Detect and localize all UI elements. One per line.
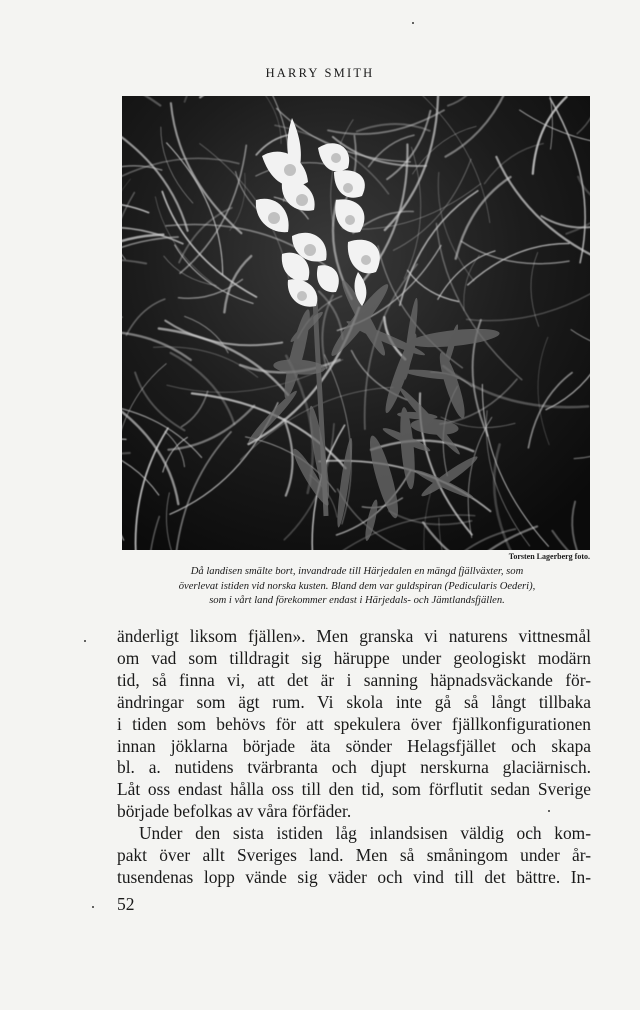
body-line: ändringar som ägt rum. Vi skola inte gå så långt tillbaka	[117, 691, 591, 712]
body-line: började befolkas av våra förfäder.	[117, 801, 352, 822]
photo-guldspiran-flower	[122, 96, 590, 550]
caption-line: överlevat istiden vid norska kusten. Bland dem var guldspiran (Pedicularis Oederi),	[178, 580, 536, 592]
photo-image	[122, 96, 590, 550]
print-speck	[84, 640, 86, 642]
body-line: Under den sista istiden låg inlandsisen väldig och kom-	[139, 823, 591, 844]
body-line: tusendenas lopp vände sig väder och vind till det bättre. In-	[117, 866, 591, 887]
caption-line: som i vårt land förekommer endast i Härjedals- och Jämtlandsfjällen.	[209, 595, 505, 607]
figure-caption	[110, 565, 604, 609]
body-line: om vad som tilldragit sig häruppe under geologiskt modärn	[117, 647, 591, 668]
body-text	[117, 626, 591, 889]
body-line: pakt över allt Sveriges land. Men så småningom under år-	[117, 845, 591, 866]
caption-line: Då landisen smälte bort, invandrade till Härjedalen en mängd fjällväxter, som	[190, 566, 524, 577]
photo-credit: Torsten Lagerberg foto.	[508, 552, 590, 561]
body-line: innan jöklarna började äta sönder Helagsfjället och skapa	[117, 735, 591, 756]
body-line: bl. a. nutidens tvärbranta och djupt nerskurna glaciärnisch.	[117, 757, 591, 778]
page-number: 52	[117, 894, 135, 914]
body-line: tid, så finna vi, att det är i sanning häpnadsväckande för-	[117, 669, 591, 690]
print-speck	[92, 906, 94, 908]
print-speck	[412, 22, 414, 24]
print-speck	[548, 810, 550, 812]
body-line: i tiden som behövs för att spekulera över fjällkonfigurationen	[117, 713, 591, 734]
running-head: HARRY SMITH	[265, 66, 375, 80]
body-line: Låt oss endast hålla oss till den tid, som förflutit sedan Sverige	[117, 779, 591, 800]
body-line: änderligt liksom fjällen». Men granska vi naturens vittnesmål	[117, 626, 591, 646]
